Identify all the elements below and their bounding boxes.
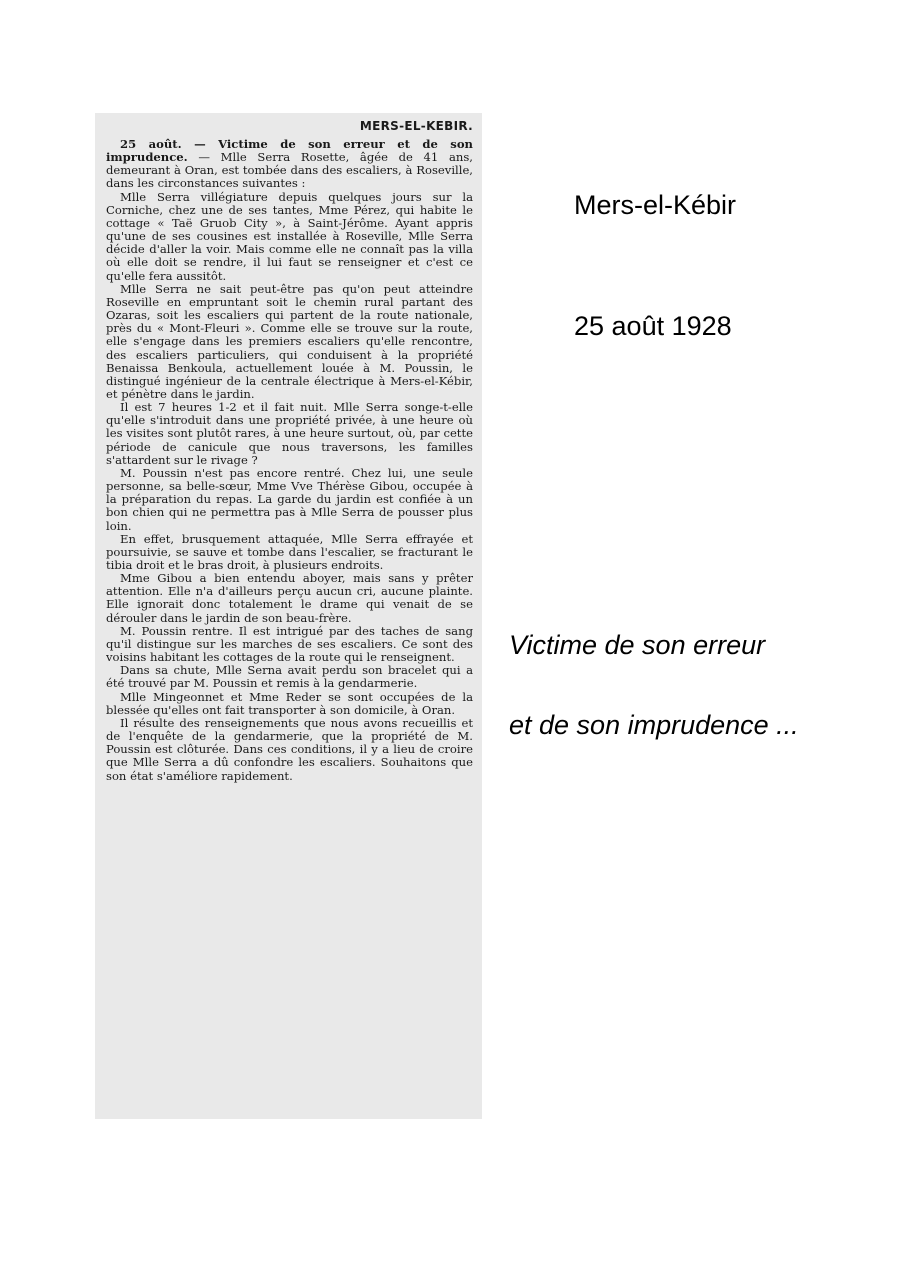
clipping-body [106,138,473,1120]
clipping-heading: MERS-EL-KEBIR. [359,119,473,133]
clipping-paragraph: Mme Gibou a bien entendu aboyer, mais sans y prêter attention. Elle n'a d'ailleurs perçu aucun cri, aucune plainte. Elle ignorait donc totalement le drame qui venait de se dérouler dans le jardin de son beau-frère. [106,571,473,625]
clipping-paragraph: M. Poussin rentre. Il est intrigué par des taches de sang qu'il distingue sur les marches de ses escaliers. Ce sont des voisins habitant les cottages de la route qui le renseignent. [106,623,473,665]
newspaper-clipping [95,113,482,1119]
clipping-paragraph: En effet, brusquement attaquée, Mlle Serra effrayée et poursuivie, se sauve et tombe dans l'escalier, se fracturant le tibia droit et le bras droit, à plusieurs endroits. [106,531,473,572]
clipping-paragraph: Il résulte des renseignements que nous avons recueillis et de l'enquête de la gendarmerie, que la propriété de M. Poussin est clôturée. Dans ces conditions, il y a lieu de croire que Mlle Serra a dû confondre les escaliers. Souhaitons que son état s'améliore rapidement. [106,715,473,783]
side-title: Mers-el-Kébir [574,190,737,220]
clipping-paragraph: 25 août. — Victime de son erreur et de son imprudence. — Mlle Serra Rosette, âgée de 41 ans, demeurant à Oran, est tombée dans des escaliers, à Roseville, dans les circonstances suivantes : [106,138,473,191]
clipping-paragraph: Il est 7 heures 1-2 et il fait nuit. Mlle Serra songe-t-elle qu'elle s'introduit dans une propriété privée, à une heure où les visites sont plutôt rares, à une heure surtout, où, par cette période de canicule que nous traversons, les familles s'attardent sur le rivage ? [106,400,473,467]
clipping-paragraph: Dans sa chute, Mlle Serna avait perdu son bracelet qui a été trouvé par M. Poussin et remis à la gendarmerie. [106,663,473,691]
side-caption-line1: Victime de son erreur [509,630,766,660]
side-date: 25 août 1928 [574,311,732,341]
clipping-lead: 25 août. — Victime de son erreur et de son imprudence. [106,138,473,165]
clipping-paragraph: Mlle Mingeonnet et Mme Reder se sont occupées de la blessée qu'elles ont fait transporter à son domicile, à Oran. [106,689,473,717]
side-caption-line2: et de son imprudence ... [509,710,799,740]
clipping-paragraph: Mlle Serra ne sait peut-être pas qu'on peut atteindre Roseville en empruntant soit le chemin rural partant des Ozaras, soit les escaliers qui partent de la route nationale, près du « Mont-Fleuri ». Comme elle se trouve sur la route, elle s'engage dans les premiers escaliers qu'elle rencontre, des escaliers particuliers, qui conduisent à la propriété Benaissa Benkoula, actuellement louée à M. Poussin, le distingué ingénieur de la centrale électrique à Mers-el-Kébir, et pénètre dans le jardin. [106,281,473,401]
clipping-paragraph: Mlle Serra villégiature depuis quelques jours sur la Corniche, chez une de ses tantes, Mme Pérez, qui habite le cottage « Taë Gruob City », à Saint-Jérôme. Ayant appris qu'une de ses cousines est installée à Roseville, Mlle Serra décide d'aller la voir. Mais comme elle ne connaît pas la villa où elle doit se rendre, il lui faut se renseigner et c'est ce qu'elle fera aussitôt. [106,189,473,283]
clipping-paragraph: M. Poussin n'est pas encore rentré. Chez lui, une seule personne, sa belle-sœur, Mme Vve Thérèse Gibou, occupée à la préparation du repas. La garde du jardin est confiée à un bon chien qui ne permettra pas à Mlle Serra de pousser plus loin. [106,465,473,533]
